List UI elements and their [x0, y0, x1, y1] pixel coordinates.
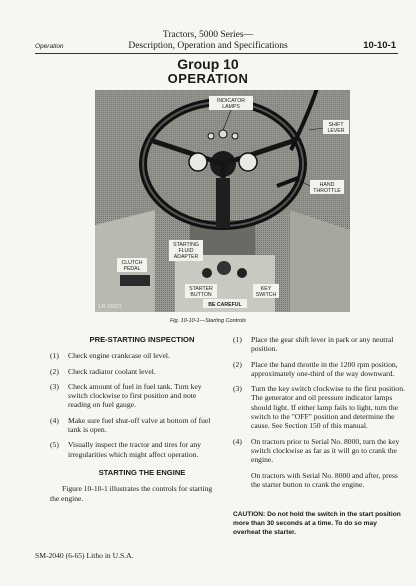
- gauge-icon: [239, 153, 257, 171]
- svg-text:LEVER: LEVER: [327, 128, 345, 134]
- item-subtext: On tractors with Serial No. 8000 and after, press the starter button to crank the engine.: [251, 470, 398, 489]
- item-text: Check engine crankcase oil level.: [68, 351, 170, 361]
- item-text: Place the hand throttle in the 1200 rpm position, approximately one-third of the way downward.: [251, 359, 398, 378]
- item-number: (3): [233, 384, 242, 394]
- list-item: [233, 335, 405, 354]
- starting-title: STARTING THE ENGINE: [98, 467, 186, 477]
- item-number: (4): [50, 415, 59, 425]
- callout-starting-fluid-adapter: [169, 240, 203, 261]
- header-title: [0, 30, 416, 52]
- right-column: [233, 335, 405, 495]
- item-text: Make sure fuel shut-off valve at bottom of fuel tank is open.: [68, 415, 211, 435]
- svg-text:INDICATOR: INDICATOR: [216, 98, 246, 104]
- section-heading: OPERATION: [167, 71, 249, 86]
- item-number: (1): [233, 335, 242, 344]
- svg-text:ADAPTER: ADAPTER: [173, 254, 199, 260]
- list-item: [50, 415, 216, 435]
- item-number: (1): [50, 351, 59, 361]
- callout-starter-button: [185, 284, 217, 298]
- item-number: (2): [233, 359, 242, 369]
- header-title-line2: Description, Operation and Specifications: [128, 41, 288, 51]
- svg-text:LAMPS: LAMPS: [222, 104, 240, 110]
- svg-text:BUTTON: BUTTON: [190, 292, 212, 298]
- list-item: [50, 366, 216, 376]
- page-reference: 10-10-1: [363, 40, 396, 51]
- starting-intro: Figure 10-10-1 illustrates the controls for starting the engine.: [50, 484, 213, 503]
- gauge-icon: [189, 153, 207, 171]
- svg-text:KEY: KEY: [260, 286, 272, 292]
- callout-key-switch: [253, 284, 279, 298]
- header-title-line1: Tractors, 5000 Series—: [162, 30, 254, 40]
- item-text: [251, 437, 405, 489]
- be-careful-label: [203, 299, 247, 308]
- group-heading: Group 10: [177, 56, 239, 72]
- header-left: Operation: [35, 43, 64, 50]
- item-number: (2): [50, 366, 59, 376]
- list-item: [233, 436, 405, 489]
- svg-text:SHIFT: SHIFT: [328, 122, 344, 128]
- item-number: (4): [233, 436, 242, 446]
- svg-text:PEDAL: PEDAL: [123, 266, 141, 272]
- pre-starting-title: PRE-STARTING INSPECTION: [89, 335, 195, 344]
- svg-text:BE CAREFUL: BE CAREFUL: [208, 302, 242, 308]
- list-item: [233, 384, 405, 431]
- svg-text:CLUTCH: CLUTCH: [121, 260, 143, 266]
- item-number: (5): [50, 440, 59, 450]
- callout-clutch-pedal: [117, 258, 147, 272]
- list-item: [50, 381, 216, 410]
- item-text: Check amount of fuel in fuel tank. Turn key switch clockwise to first position and note reading on fuel gauge.: [68, 381, 202, 410]
- item-text: Visually inspect the tractor and tires for any irregularities which might affect operation.: [68, 440, 202, 459]
- svg-text:SWITCH: SWITCH: [255, 292, 277, 298]
- starting-controls-photo: [95, 90, 350, 312]
- svg-text:FLUID: FLUID: [178, 248, 194, 254]
- key-switch-icon: [237, 268, 247, 278]
- item-number: (3): [50, 381, 59, 391]
- clutch-pedal-icon: [120, 275, 150, 286]
- left-column: [50, 335, 216, 503]
- page-footer: SM-2040 (6-65) Litho in U.S.A.: [35, 551, 134, 560]
- list-item: [50, 440, 216, 459]
- header-rule: [35, 53, 398, 54]
- item-text: Turn the key switch clockwise to the first position. The generator and oil pressure indicator lamps should light. If either lamp fails to light, turn the switch to the "OFF" position and determine the cause. See Section 150 of this manual.: [251, 384, 405, 431]
- item-text-main: On tractors prior to Serial No. 8000, turn the key switch clockwise as far as it will go to crank the engine.: [251, 436, 400, 465]
- svg-text:THROTTLE: THROTTLE: [313, 188, 341, 194]
- item-text: Check radiator coolant level.: [68, 366, 156, 376]
- figure-caption: Fig. 10-10-1—Starting Controls: [169, 318, 247, 324]
- list-item: [233, 359, 405, 379]
- svg-text:STARTING: STARTING: [173, 242, 199, 248]
- svg-text:STARTER: STARTER: [189, 286, 213, 292]
- photo-id: LR 16021: [99, 304, 122, 310]
- list-item: [50, 351, 216, 361]
- caution-note: CAUTION: Do not hold the switch in the start position more than 30 seconds at a time. To do so may overheat the starter.: [233, 511, 401, 536]
- starter-button-icon: [202, 268, 212, 278]
- svg-text:HAND: HAND: [319, 182, 335, 188]
- item-text: Place the gear shift lever in park or any neutral position.: [251, 335, 394, 354]
